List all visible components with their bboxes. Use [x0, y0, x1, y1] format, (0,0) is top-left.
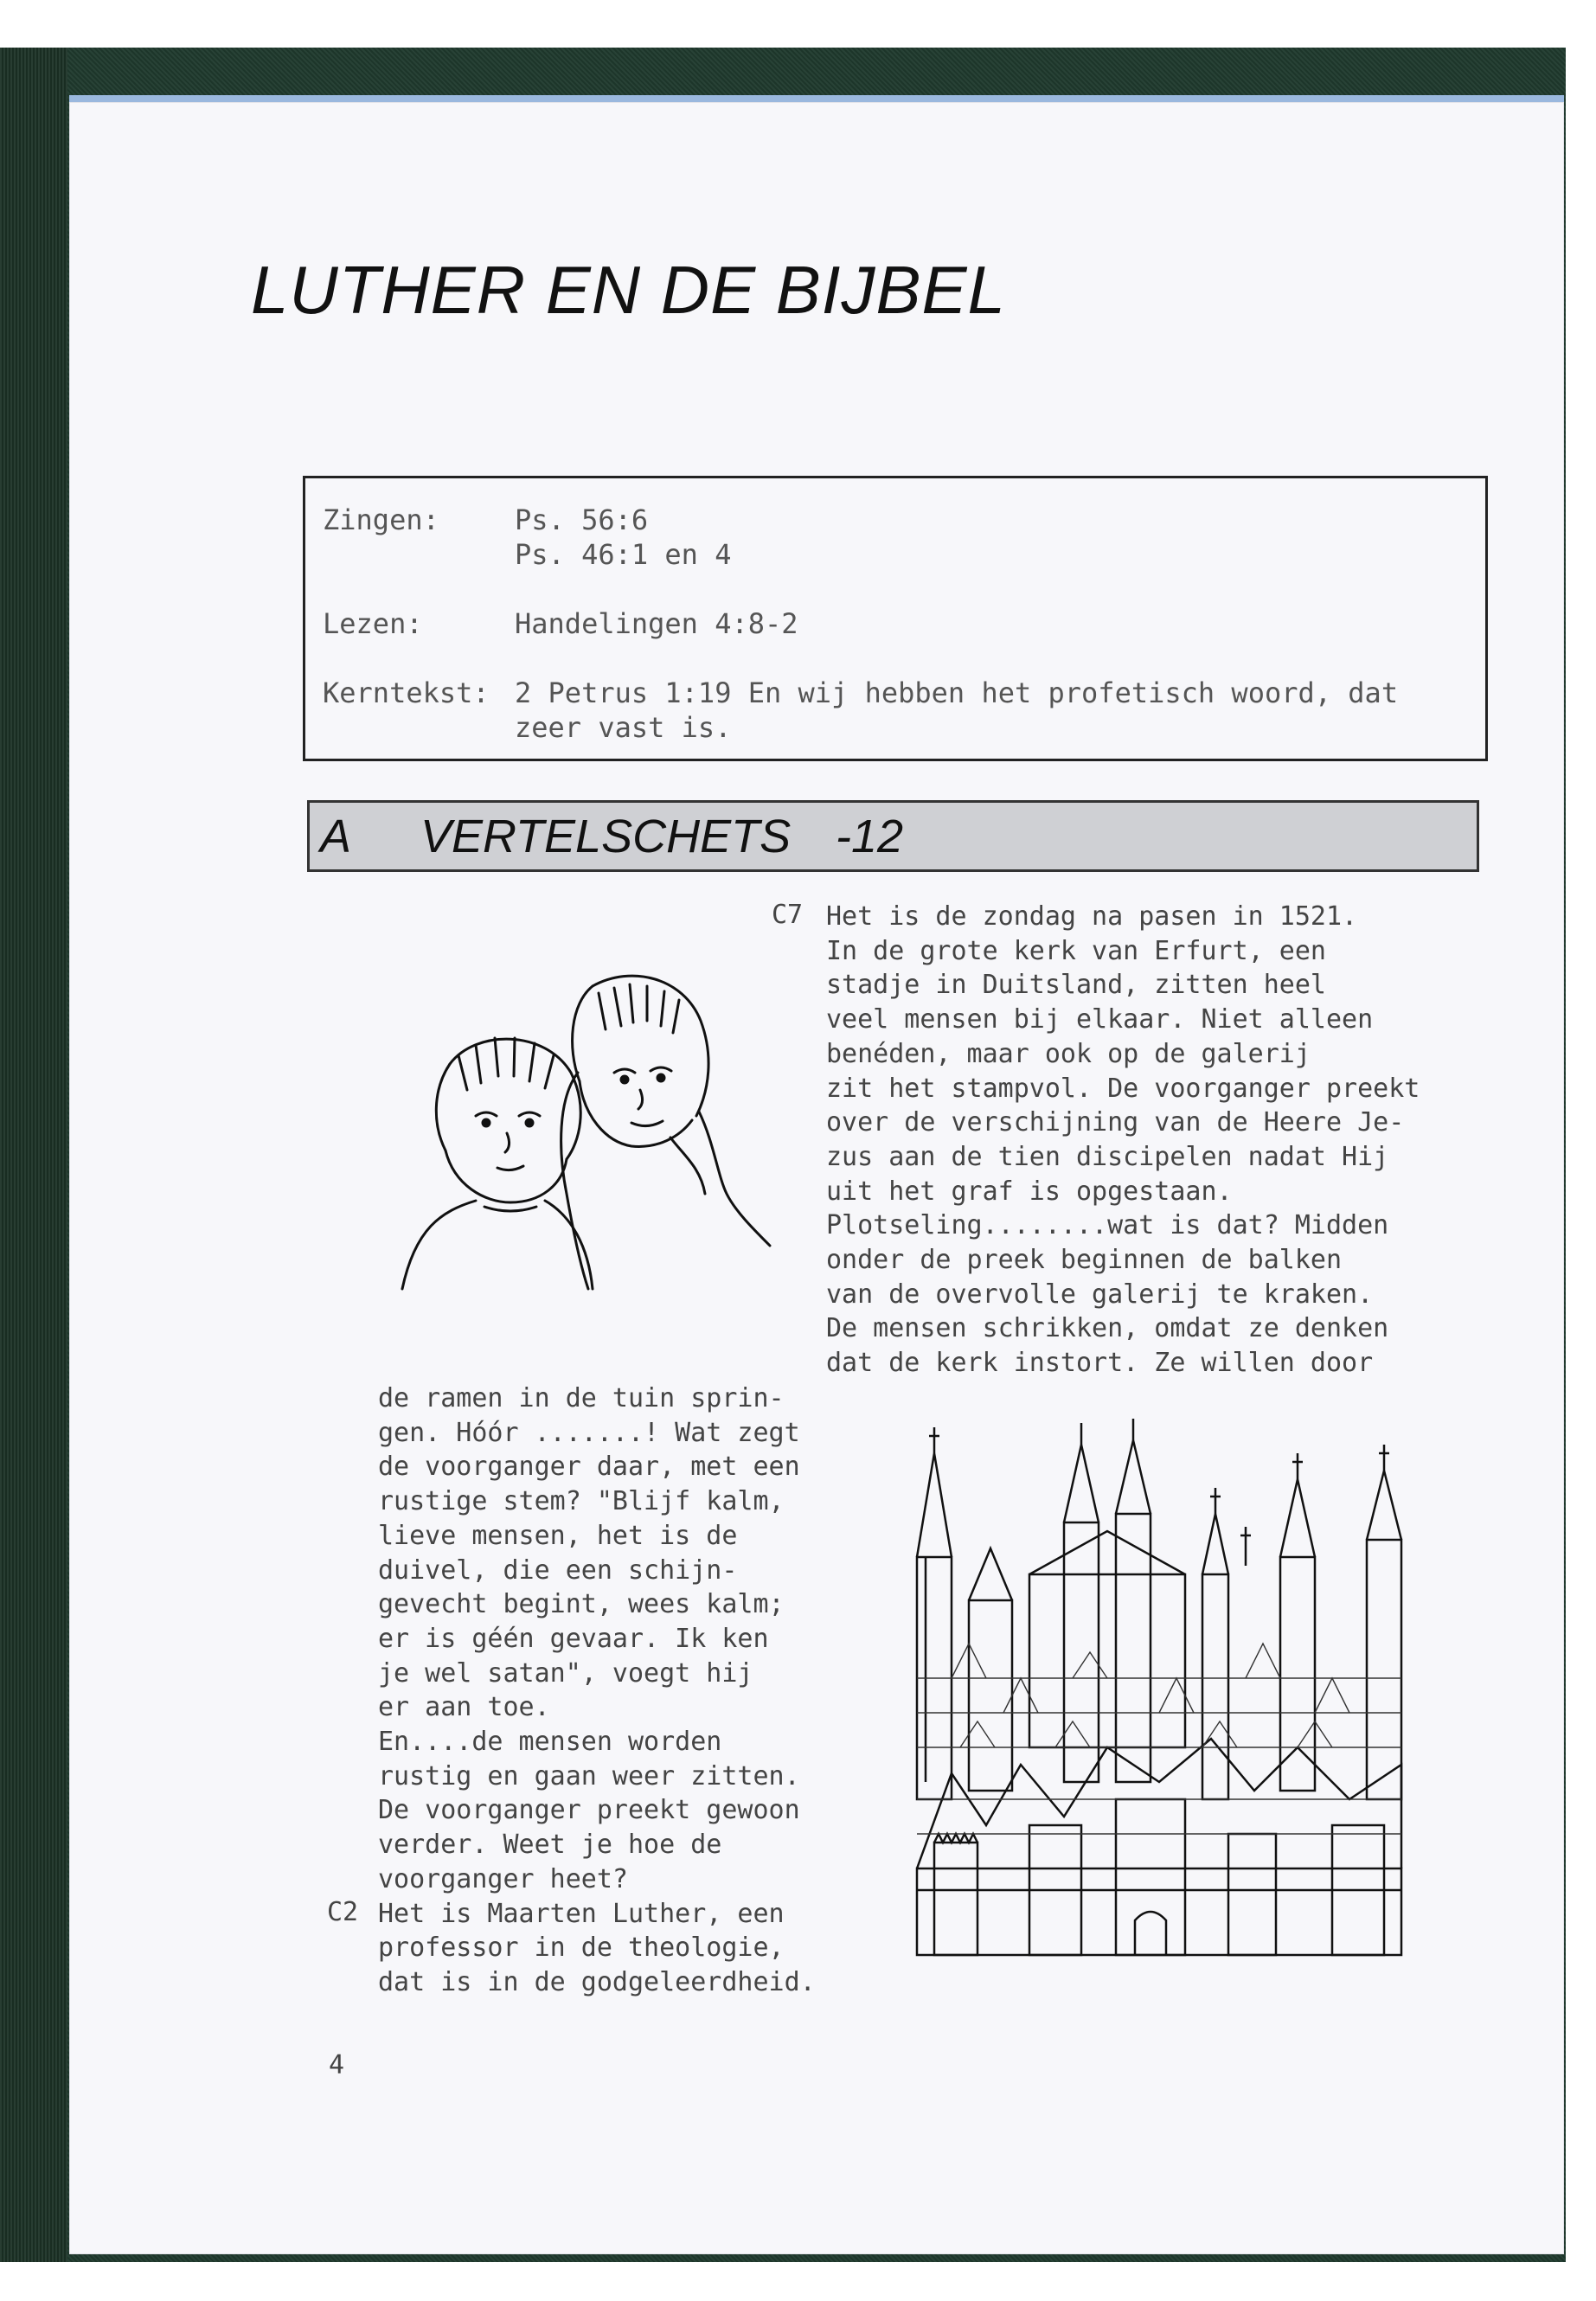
text-line: je wel satan", voegt hij: [378, 1657, 753, 1689]
text-line: van de overvolle galerij te kraken.: [826, 1279, 1374, 1310]
text-line: De mensen schrikken, omdat ze denken: [826, 1313, 1389, 1344]
text-line: rustige stem? "Blijf kalm,: [378, 1486, 785, 1517]
text-line: Het is de zondag na pasen in 1521.: [826, 901, 1358, 932]
text-line: gen. Hóór .......! Wat zegt: [378, 1417, 800, 1448]
kerntekst-label: Kerntekst:: [323, 676, 490, 709]
text-line: dat is in de godgeleerdheid.: [378, 1966, 816, 1997]
text-line: zus aan de tien discipelen nadat Hij: [826, 1141, 1389, 1172]
text-line: professor in de theologie,: [378, 1932, 785, 1964]
section-number: -12: [836, 811, 904, 862]
text-line: over de verschijning van de Heere Je-: [826, 1107, 1405, 1138]
text-line: In de grote kerk van Erfurt, een: [826, 935, 1326, 966]
lezen-label: Lezen:: [323, 607, 423, 640]
text-line: zit het stampvol. De voorganger preekt: [826, 1073, 1420, 1104]
text-line: De voorganger preekt gewoon: [378, 1795, 800, 1826]
text-line: uit het graf is opgestaan.: [826, 1176, 1233, 1207]
section-banner: [307, 800, 1479, 872]
lezen-value: Handelingen 4:8-2: [515, 607, 798, 640]
kerntekst-row-2: [323, 710, 732, 814]
text-line: benéden, maar ook op de galerij: [826, 1038, 1311, 1069]
text-line: gevecht begint, wees kalm;: [378, 1589, 785, 1620]
zingen-value-1: Ps. 56:6: [515, 503, 649, 536]
text-line: stadje in Duitsland, zitten heel: [826, 970, 1326, 1001]
children-illustration: [372, 969, 787, 1306]
text-line: rustig en gaan weer zitten.: [378, 1760, 800, 1791]
text-line: Plotseling........wat is dat? Midden: [826, 1210, 1389, 1241]
right-margin: [1566, 0, 1596, 2301]
text-line: En....de mensen worden: [378, 1727, 722, 1758]
city-illustration: [900, 1419, 1427, 1972]
text-line: verder. Weet je hoe de: [378, 1830, 722, 1861]
zingen-label: Zingen:: [323, 503, 439, 536]
section-letter: A: [320, 811, 352, 862]
kerntekst-value-2: zeer vast is.: [515, 711, 732, 744]
text-line: lieve mensen, het is de: [378, 1520, 738, 1551]
bottom-margin: [0, 2262, 1596, 2301]
text-line: voorganger heet?: [378, 1863, 628, 1894]
kerntekst-value-1: 2 Petrus 1:19 En wij hebben het profetisch woord, dat: [515, 676, 1399, 709]
text-line: duivel, die een schijn-: [378, 1554, 738, 1586]
text-line: onder de preek beginnen de balken: [826, 1245, 1343, 1276]
marker-c7: C7: [772, 900, 804, 930]
text-line: de voorganger daar, met een: [378, 1452, 800, 1483]
text-line: er aan toe.: [378, 1692, 550, 1723]
section-title: VERTELSCHETS: [420, 811, 792, 862]
top-margin: [0, 0, 1596, 48]
zingen-value-2: Ps. 46:1 en 4: [515, 538, 732, 571]
text-line: de ramen in de tuin sprin-: [378, 1383, 785, 1413]
story-text-top: [826, 900, 1420, 1381]
text-line: dat de kerk instort. Ze willen door: [826, 1348, 1374, 1379]
book-spine: [0, 48, 67, 2262]
story-text-bottom: [378, 1381, 816, 2000]
info-box: [303, 476, 1488, 761]
marker-c2: C2: [327, 1897, 359, 1927]
page-number: 4: [329, 2050, 345, 2080]
text-line: veel mensen bij elkaar. Niet alleen: [826, 1004, 1374, 1035]
page-title: LUTHER EN DE BIJBEL: [251, 252, 1006, 328]
text-line: er is géén gevaar. Ik ken: [378, 1623, 769, 1654]
text-line: Het is Maarten Luther, een: [378, 1898, 785, 1929]
